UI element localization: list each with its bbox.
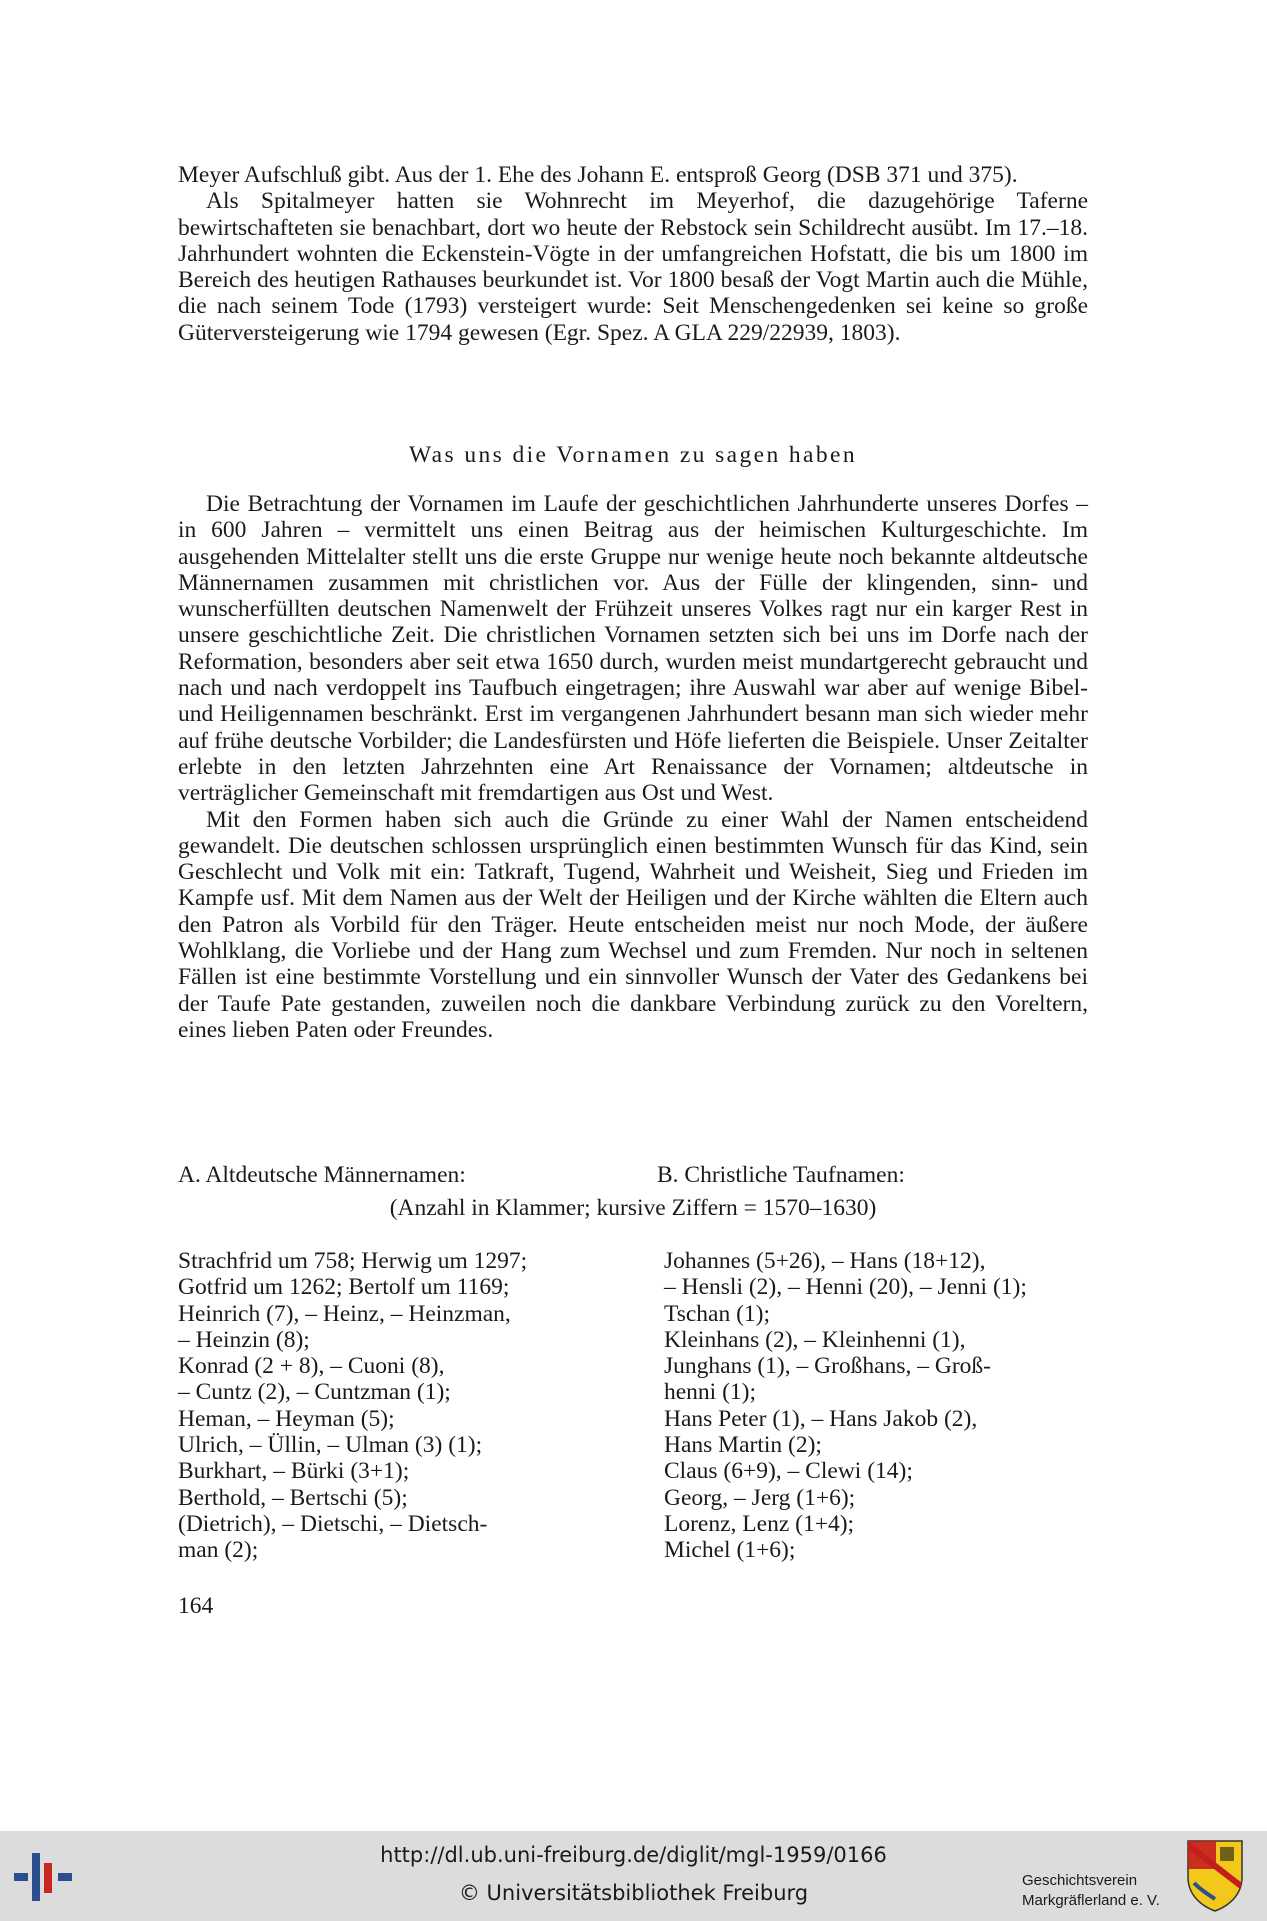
list-a-line: Heman, – Heyman (5);: [178, 1405, 395, 1432]
permalink-url[interactable]: http://dl.ub.uni-freiburg.de/diglit/mgl-1959/0166: [380, 1843, 887, 1867]
list-a-line: Burkhart, – Bürki (3+1);: [178, 1458, 410, 1485]
body-paragraph-1: Die Betrachtung der Vornamen im Laufe der geschichtlichen Jahrhunderte unseres Dorfes – in 600 Jahren – vermittelt uns einen Beitrag aus der heimischen Kulturgeschichte. Im ausgehenden Mittelalter stellt uns die erste Gruppe nur wenige heute noch bekannte altdeutsche Männernamen zusammen mit christlichen vor. Aus der Fülle der klingenden, sinn- und wunscherfüllten deutschen Namenwelt der Frühzeit unseres Volkes ragt nur ein karger Rest in unsere geschichtliche Zeit. Die christlichen Vornamen setzten sich bei uns im Dorfe nach der Reformation, besonders aber seit etwa 1650 durch, wurden meist mundartgerecht gebraucht und nach und nach verdoppelt ins Taufbuch eingetragen; ihre Auswahl war aber auf wenige Bibel- und Heiligennamen beschränkt. Erst im vergangenen Jahrhundert besann man sich wieder mehr auf frühe deutsche Vorbilder; die Landesfürsten und Höfe lieferten die Beispiele. Unser Zeitalter erlebte in den letzten Jahrzehnten eine Art Renaissance der Vornamen; altdeutsche in verträglicher Gemeinschaft mit fremdartigen aus Ost und West.: [178, 491, 1088, 807]
list-a-line: Strachfrid um 758; Herwig um 1297;: [178, 1248, 528, 1274]
list-b-line: Georg, – Jerg (1+6);: [664, 1484, 856, 1511]
list-b-line: Lorenz, Lenz (1+4);: [664, 1510, 855, 1537]
list-b-heading: B. Christliche Taufnamen:: [657, 1162, 905, 1188]
society-name-line-2: Markgräflerland e. V.: [1022, 1892, 1160, 1909]
list-a-line: Ulrich, – Üllin, – Ulman (3) (1);: [178, 1432, 483, 1459]
copyright-text: © Universitätsbibliothek Freiburg: [458, 1881, 809, 1905]
list-a-names: [178, 1248, 598, 1564]
list-b-line: Hans Peter (1), – Hans Jakob (2),: [664, 1405, 978, 1432]
section-body: [178, 491, 1088, 1043]
list-a-line: – Cuntz (2), – Cuntzman (1);: [178, 1379, 451, 1406]
list-a-line: Berthold, – Bertschi (5);: [178, 1484, 408, 1511]
list-b-line: – Hensli (2), – Henni (20), – Jenni (1);: [664, 1274, 1027, 1301]
list-a-line: Konrad (2 + 8), – Cuoni (8),: [178, 1353, 445, 1380]
list-a-line: Gotfrid um 1262; Bertolf um 1169;: [178, 1274, 510, 1301]
list-b-line: henni (1);: [664, 1379, 757, 1406]
body-paragraph-2: Mit den Formen haben sich auch die Gründe zu einer Wahl der Namen entscheidend gewandelt. Die deutschen schlossen ursprünglich einen bestimmten Wunsch für das Kind, sein Geschlecht und Volk mit ein: Tatkraft, Tugend, Wahrheit und Weisheit, Sieg und Frieden im Kampfe usf. Mit dem Namen aus der Welt der Heiligen und der Kirche wählten die Eltern auch den Patron als Vorbild für den Träger. Heute entscheiden meist nur noch Mode, der äußere Wohlklang, die Vorliebe und der Hang zum Wechsel und zum Fremden. Nur noch in seltenen Fällen ist eine bestimmte Vorstellung und ein sinnvoller Wunsch der Vater des Gedankens bei der Taufe Pate gestanden, zuweilen noch die dankbare Verbindung zurück zu den Voreltern, eines lieben Paten oder Freundes.: [178, 806, 1088, 1043]
intro-text: [178, 162, 1088, 346]
list-a-line: (Dietrich), – Dietschi, – Dietsch-: [178, 1510, 488, 1537]
intro-paragraph-2: Als Spitalmeyer hatten sie Wohnrecht im Meyerhof, die dazugehörige Taferne bewirtschafteten sie benachbart, dort wo heute der Rebstock sein Schildrecht ausübt. Im 17.–18. Jahrhundert wohnten die Eckenstein-Vögte in der umfangreichen Hofstatt, die bis um 1800 im Bereich des heutigen Rathauses beurkundet ist. Vor 1800 besaß der Vogt Martin auch die Mühle, die nach seinem Tode (1793) versteigert wurde: Seit Menschengedenken sei keine so große Güterversteigerung wie 1794 gewesen (Egr. Spez. A GLA 229/22939, 1803).: [178, 188, 1088, 346]
list-a-line: – Heinzin (8);: [178, 1326, 310, 1353]
coat-of-arms-icon: [1186, 1839, 1244, 1913]
footer-bar: [0, 1831, 1267, 1921]
list-b-line: Junghans (1), – Großhans, – Groß-: [664, 1353, 991, 1380]
list-b-names: [664, 1248, 1094, 1564]
list-b-line: Tschan (1);: [664, 1300, 771, 1327]
list-b-line: Claus (6+9), – Clewi (14);: [664, 1458, 913, 1485]
intro-paragraph-1: Meyer Aufschluß gibt. Aus der 1. Ehe des Johann E. entsproß Georg (DSB 371 und 375).: [178, 162, 1018, 188]
list-a-line: Heinrich (7), – Heinz, – Heinzman,: [178, 1300, 511, 1327]
list-a-heading: A. Altdeutsche Männernamen:: [178, 1162, 466, 1188]
list-note: (Anzahl in Klammer; kursive Ziffern = 1570–1630): [389, 1195, 877, 1221]
list-b-line: Michel (1+6);: [664, 1537, 796, 1564]
list-b-line: Kleinhans (2), – Kleinhenni (1),: [664, 1326, 966, 1353]
list-b-line: Johannes (5+26), – Hans (18+12),: [664, 1248, 986, 1274]
list-a-line: man (2);: [178, 1537, 259, 1564]
page-number: 164: [178, 1593, 214, 1619]
society-name: [1022, 1871, 1160, 1911]
list-b-line: Hans Martin (2);: [664, 1432, 822, 1459]
society-name-line-1: Geschichtsverein: [1022, 1872, 1138, 1889]
section-heading: Was uns die Vornamen zu sagen haben: [408, 442, 857, 468]
